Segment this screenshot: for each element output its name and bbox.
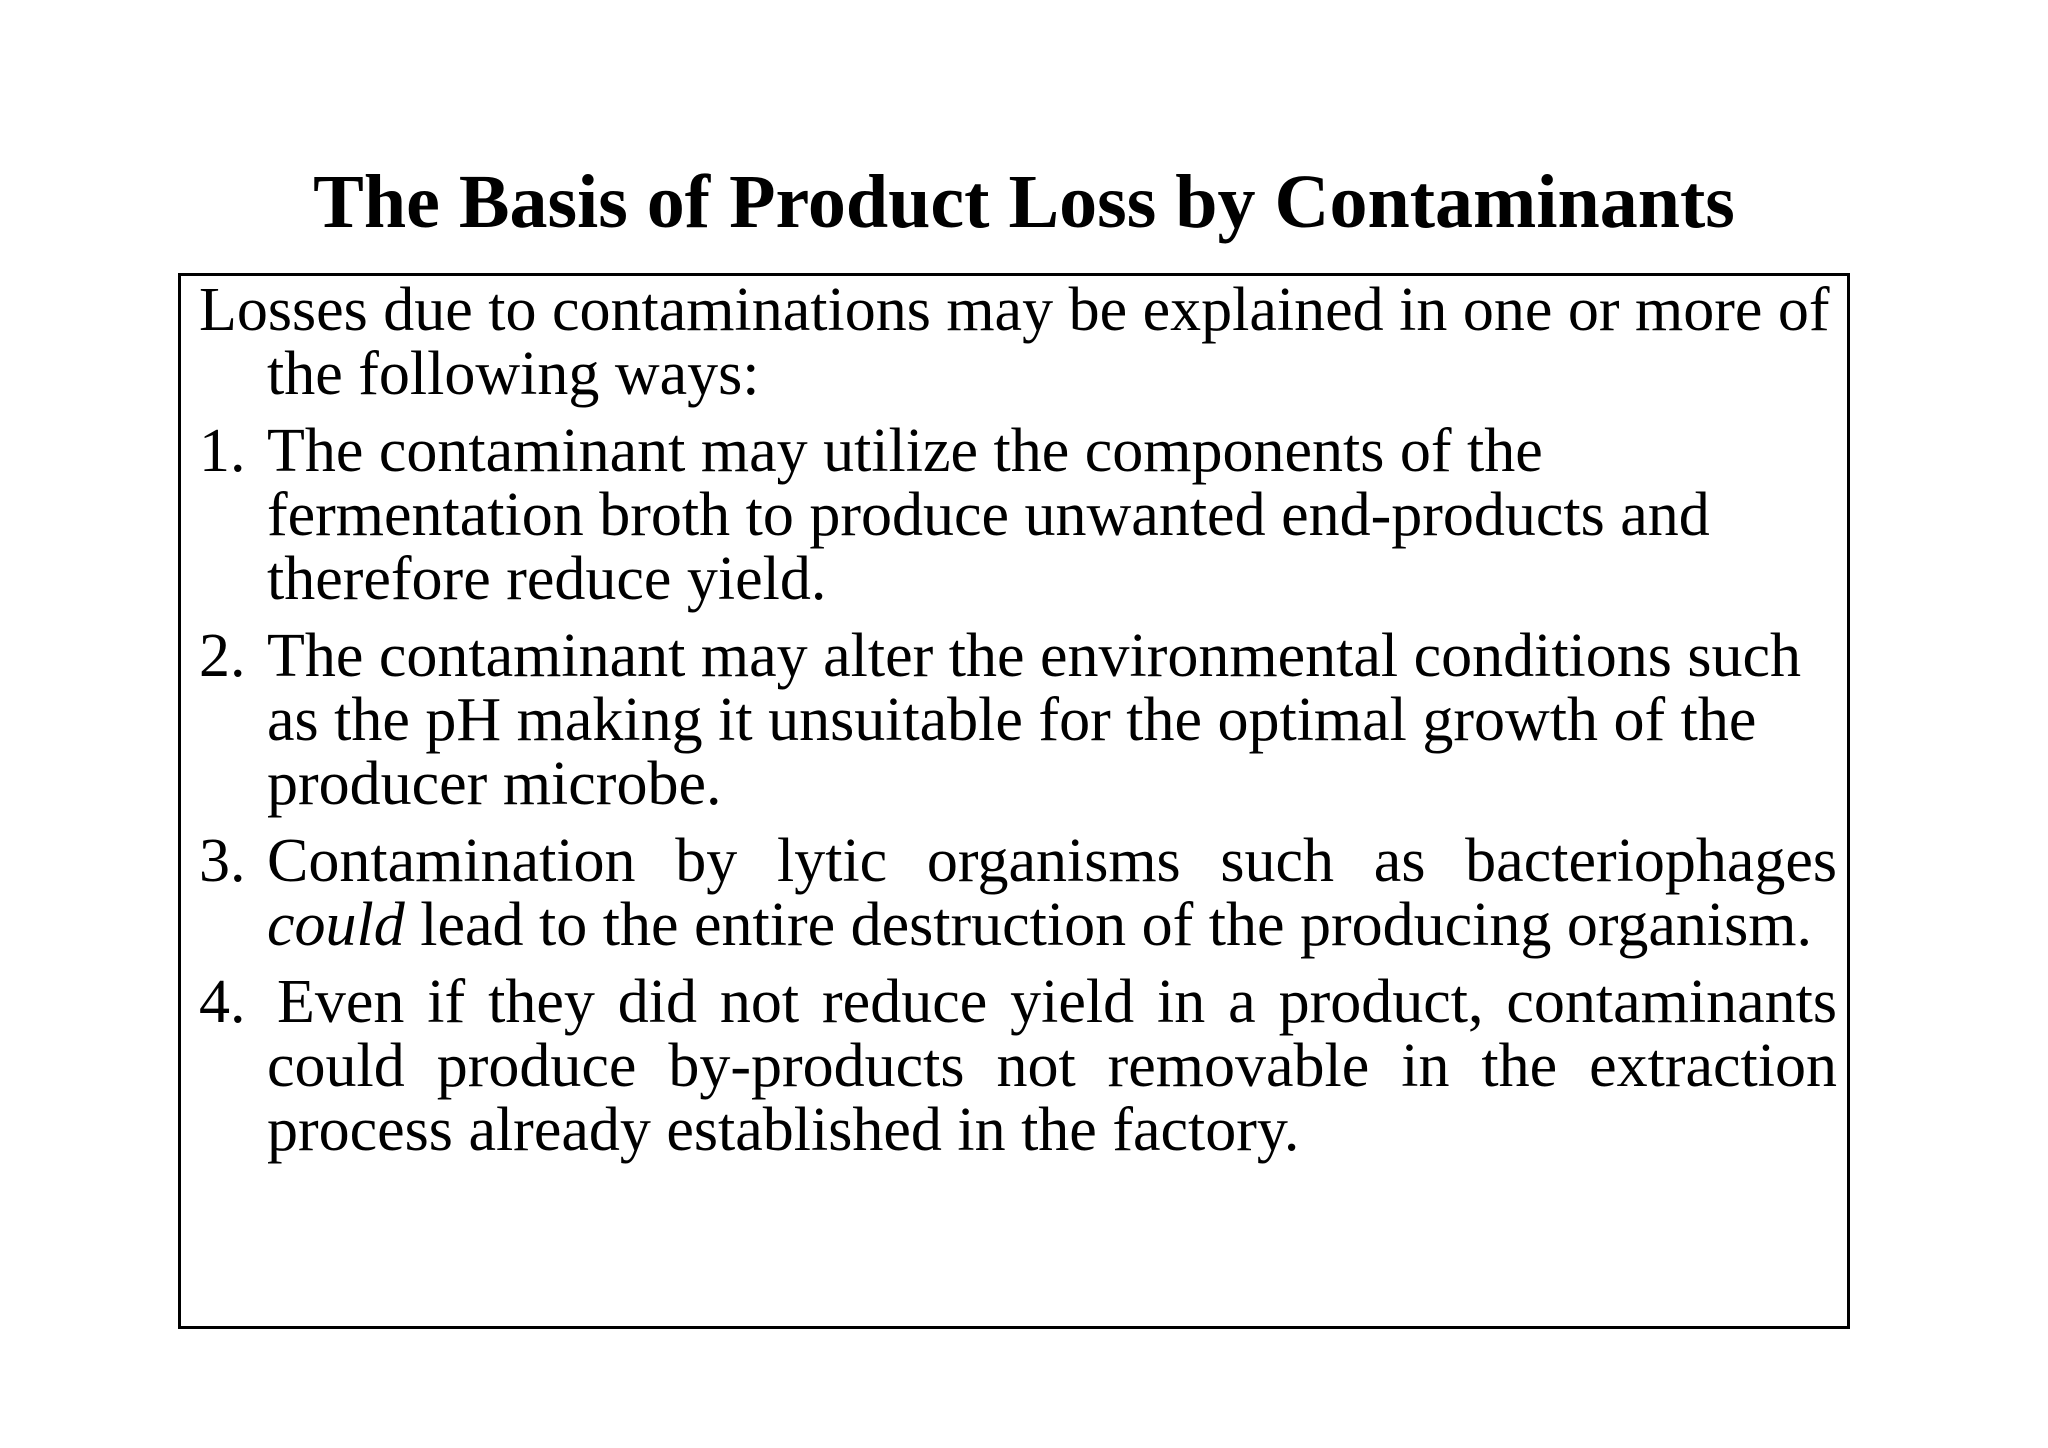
list-item-text: Even if they did not reduce yield in a product, contaminants could produce by-products not removable in the extraction process already established in the factory. [267,968,1837,1164]
list-item-text-end: lead to the entire destruction of the producing organism. [420,891,1813,959]
slide-title: The Basis of Product Loss by Contaminants [313,160,1735,244]
list-item-4 [199,970,1837,1162]
list-item-text-italic: could [267,891,405,959]
list-item-text: The contaminant may alter the environmental conditions such as the pH making it unsuitable for the optimal growth of the producer microbe. [267,622,1802,818]
list-item-3 [199,829,1837,957]
list-item-text: The contaminant may utilize the components of the fermentation broth to produce unwanted end-products and therefore reduce yield. [267,417,1710,613]
text-block [199,278,1837,1162]
list-number: 4. [199,968,246,1036]
list-item-1 [199,419,1837,611]
list-number: 1. [199,417,246,485]
list-number: 3. [199,827,246,895]
list-item-2 [199,624,1837,816]
list-item-text-start: Contamination by lytic organisms such as bacteriophages [267,827,1837,895]
content-box [178,273,1850,1329]
intro-paragraph: Losses due to contaminations may be explained in one or more of the following ways: [199,276,1830,408]
list-number: 2. [199,622,246,690]
